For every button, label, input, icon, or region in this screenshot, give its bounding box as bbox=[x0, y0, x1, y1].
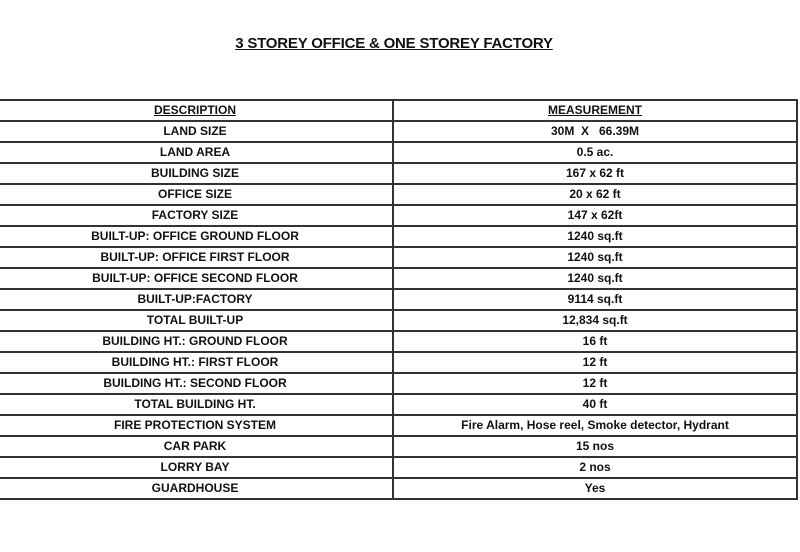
row-description: BUILDING SIZE bbox=[0, 163, 393, 184]
row-description: LAND SIZE bbox=[0, 121, 393, 142]
row-description: BUILDING HT.: FIRST FLOOR bbox=[0, 352, 393, 373]
table-row bbox=[0, 163, 797, 184]
row-measurement: 12 ft bbox=[393, 352, 797, 373]
header-description: DESCRIPTION bbox=[0, 100, 393, 121]
row-measurement: 147 x 62ft bbox=[393, 205, 797, 226]
row-description: CAR PARK bbox=[0, 436, 393, 457]
row-description: BUILDING HT.: SECOND FLOOR bbox=[0, 373, 393, 394]
table-row bbox=[0, 184, 797, 205]
row-measurement: 12,834 sq.ft bbox=[393, 310, 797, 331]
row-measurement: 15 nos bbox=[393, 436, 797, 457]
row-measurement: 1240 sq.ft bbox=[393, 268, 797, 289]
row-measurement: 2 nos bbox=[393, 457, 797, 478]
row-description: TOTAL BUILDING HT. bbox=[0, 394, 393, 415]
table-row bbox=[0, 268, 797, 289]
row-description: LAND AREA bbox=[0, 142, 393, 163]
row-measurement: 167 x 62 ft bbox=[393, 163, 797, 184]
row-description: BUILT-UP: OFFICE FIRST FLOOR bbox=[0, 247, 393, 268]
table-row bbox=[0, 289, 797, 310]
table-row bbox=[0, 226, 797, 247]
row-description: LORRY BAY bbox=[0, 457, 393, 478]
row-description: BUILT-UP: OFFICE SECOND FLOOR bbox=[0, 268, 393, 289]
row-description: GUARDHOUSE bbox=[0, 478, 393, 499]
table-row bbox=[0, 352, 797, 373]
table-row bbox=[0, 142, 797, 163]
row-measurement: 16 ft bbox=[393, 331, 797, 352]
row-description: BUILT-UP:FACTORY bbox=[0, 289, 393, 310]
row-measurement: 40 ft bbox=[393, 394, 797, 415]
row-description: FIRE PROTECTION SYSTEM bbox=[0, 415, 393, 436]
table-row bbox=[0, 310, 797, 331]
row-measurement: 12 ft bbox=[393, 373, 797, 394]
row-description: TOTAL BUILT-UP bbox=[0, 310, 393, 331]
document-title: 3 STOREY OFFICE & ONE STOREY FACTORY bbox=[235, 35, 553, 52]
row-measurement: Fire Alarm, Hose reel, Smoke detector, Hydrant bbox=[393, 415, 797, 436]
row-description: OFFICE SIZE bbox=[0, 184, 393, 205]
specification-table bbox=[0, 99, 798, 500]
row-measurement: 20 x 62 ft bbox=[393, 184, 797, 205]
row-description: FACTORY SIZE bbox=[0, 205, 393, 226]
table-row bbox=[0, 394, 797, 415]
table-row bbox=[0, 205, 797, 226]
table-row bbox=[0, 331, 797, 352]
row-measurement: 1240 sq.ft bbox=[393, 226, 797, 247]
row-description: BUILDING HT.: GROUND FLOOR bbox=[0, 331, 393, 352]
row-measurement: 9114 sq.ft bbox=[393, 289, 797, 310]
row-measurement: Yes bbox=[393, 478, 797, 499]
table-row bbox=[0, 478, 797, 499]
row-description: BUILT-UP: OFFICE GROUND FLOOR bbox=[0, 226, 393, 247]
row-measurement: 1240 sq.ft bbox=[393, 247, 797, 268]
table-header-row bbox=[0, 100, 797, 121]
table-row bbox=[0, 436, 797, 457]
header-measurement: MEASUREMENT bbox=[393, 100, 797, 121]
row-measurement: 30M X 66.39M bbox=[393, 121, 797, 142]
table-row bbox=[0, 121, 797, 142]
table-row bbox=[0, 373, 797, 394]
table-row bbox=[0, 457, 797, 478]
row-measurement: 0.5 ac. bbox=[393, 142, 797, 163]
table-row bbox=[0, 415, 797, 436]
table-row bbox=[0, 247, 797, 268]
